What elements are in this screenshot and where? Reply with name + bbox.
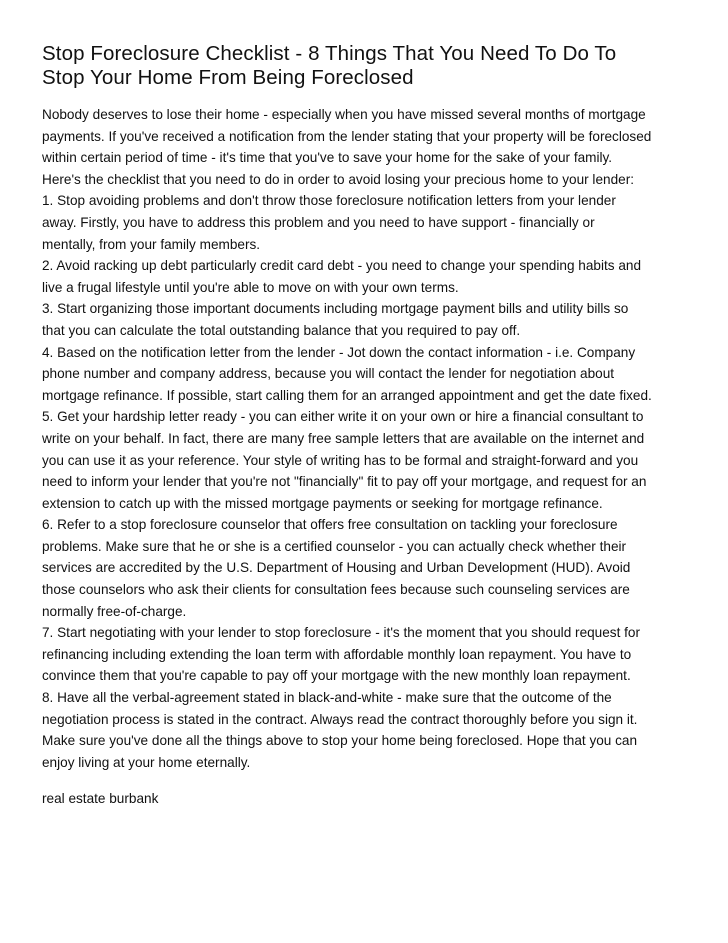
body-line: 1. Stop avoiding problems and don't throw those foreclosure notification letters from your lender (42, 193, 616, 209)
document-title (42, 42, 692, 90)
footer-link[interactable]: real estate burbank (42, 791, 159, 807)
body-line: 2. Avoid racking up debt particularly credit card debt - you need to change your spending habits and (42, 258, 642, 274)
body-line: services are accredited by the U.S. Department of Housing and Urban Development (HUD). Avoid (42, 560, 631, 576)
body-line: enjoy living at your home eternally. (42, 754, 251, 770)
document-body (42, 104, 692, 773)
body-line: mentally, from your family members. (42, 236, 261, 252)
body-line: Here's the checklist that you need to do in order to avoid losing your precious home to your lender: (42, 171, 634, 187)
body-line: within certain period of time - it's time that you've to save your home for the sake of your family. (42, 150, 613, 166)
body-line: Nobody deserves to lose their home - especially when you have missed several months of mortgage (42, 107, 646, 122)
body-line: 3. Start organizing those important documents including mortgage payment bills and utility bills so (42, 301, 629, 317)
body-line: those counselors who ask their clients for consultation fees because such counseling services are (42, 582, 630, 598)
body-line: extension to catch up with the missed mortgage payments or seeking for mortgage refinance. (42, 495, 603, 511)
body-line: negotiation process is stated in the contract. Always read the contract thoroughly before you sign it. (42, 711, 638, 727)
body-line: refinancing including extending the loan term with affordable monthly loan repayment. You have to (42, 646, 632, 662)
body-line: write on your behalf. In fact, there are many free sample letters that are available on the internet and (42, 430, 645, 446)
body-line: mortgage refinance. If possible, start calling them for an arranged appointment and get the date fixed. (42, 387, 652, 403)
title-line: Stop Your Home From Being Foreclosed (42, 66, 414, 89)
body-line: problems. Make sure that he or she is a certified counselor - you can actually check whether their (42, 538, 627, 554)
body-line: you can use it as your reference. Your style of writing has to be formal and straight-forward and you (42, 452, 639, 468)
body-line: 6. Refer to a stop foreclosure counselor that offers free consultation on tackling your foreclosure (42, 517, 618, 533)
body-line: away. Firstly, you have to address this problem and you need to have support - financially or (42, 214, 595, 230)
body-line: phone number and company address, because you will contact the lender for negotiation about (42, 366, 615, 382)
document-page (42, 42, 692, 809)
body-line: 5. Get your hardship letter ready - you can either write it on your own or hire a financial consultant to (42, 409, 644, 425)
body-line: need to inform your lender that you're not "financially" fit to pay off your mortgage, and request for an (42, 474, 647, 490)
body-line: payments. If you've received a notification from the lender stating that your property will be foreclosed (42, 128, 652, 144)
body-line: 8. Have all the verbal-agreement stated in black-and-white - make sure that the outcome of the (42, 690, 612, 706)
body-line: convince them that you're capable to pay off your mortgage with the new monthly loan repayment. (42, 668, 631, 684)
body-line: normally free-of-charge. (42, 603, 187, 619)
body-line: that you can calculate the total outstanding balance that you required to pay off. (42, 322, 521, 338)
body-line: 4. Based on the notification letter from the lender - Jot down the contact information - i.e. Company (42, 344, 636, 360)
body-line: Make sure you've done all the things above to stop your home being foreclosed. Hope that you can (42, 733, 638, 749)
body-line: 7. Start negotiating with your lender to stop foreclosure - it's the moment that you should request for (42, 625, 641, 641)
title-line: Stop Foreclosure Checklist - 8 Things That You Need To Do To (42, 42, 617, 65)
body-line: live a frugal lifestyle until you're able to move on with your own terms. (42, 279, 459, 295)
